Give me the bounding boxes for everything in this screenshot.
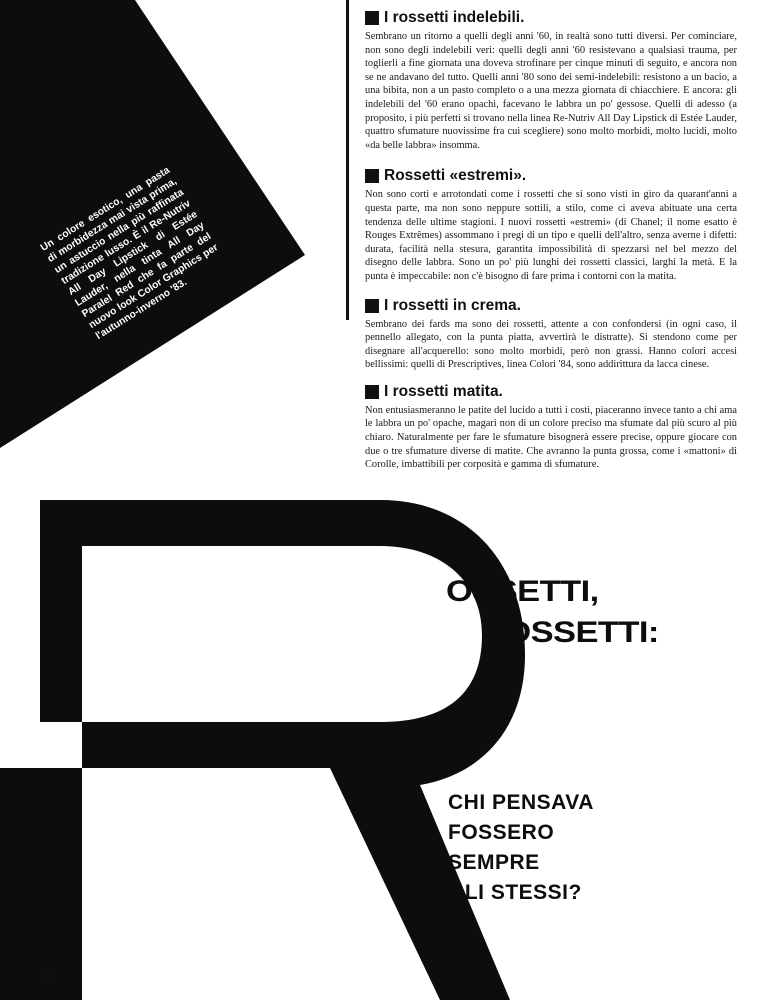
question-line: CHI PENSAVA <box>448 791 594 814</box>
question-line: SEMPRE <box>448 851 540 874</box>
headline-line-2: ROSSETTI: <box>480 616 659 649</box>
section-title: I rossetti in crema. <box>384 296 521 314</box>
section-body: Non sono corti e arrotondati come i rossetti che si sono visti in giro da quarant'anni a questa parte, ma non sono neppure sottili, a stilo, come ci aveva abituate una certa tendenza delle ultime stagioni. I nuovi rossetti «estremi» (di Chanel; il nome esatto è Rouges Extrêmes) assommano i pregi di un tipo e quelli dell'altro, senza averne i difetti: durata, facilità nella stesura, garantita impossibilità di spezzarsi nel bel mezzo del disegno delle labbra. Sono un po' più lunghi dei rossetti classici, larghi la metà. E la punta è impeccabile: non c'è bisogno di fare prima i contorni con la matita. <box>365 189 737 282</box>
section-title: I rossetti indelebili. <box>384 9 525 26</box>
section-body: Non entusiasmeranno le patite del lucido a tutti i costi, piaceranno invece tanto a chi ama le labbra un po' opache, magari non di un colore preciso ma sfumate dal più scuro al più chiaro. Naturalmente per fare le sfumature bisognerà essere precise, oppure giocare con due o tre sfumature diverse di matite. Che avranno la punta grossa, come i «mattoni» di Corolle, imbattibili per corposità e gamma di sfumature. <box>365 404 737 471</box>
headline-line-1: OSSETTI, <box>446 575 599 608</box>
subheadline-question <box>448 788 594 908</box>
question-line: FOSSERO <box>448 821 555 844</box>
question-line: GLI STESSI? <box>448 881 582 904</box>
photo-caption: Un colore esotico, una pasta di morbidezza mai vista prima, un astuccio nella più raffinata tradizione lusso. È il Re-Nutriv All Day Lipstick di Estée Lauder, nella tinta All Day Paralel Red che fa parte del nuovo look Color Graphics per l'autunno-inverno '83. <box>38 164 221 343</box>
section-body: Sembrano un ritorno a quelli degli anni '60, in realtà sono tutti diversi. Per cominciare, non sono degli indelebili veri: quelli degli anni '60 resistevano a qualsiasi trauma, per toglierli a fine giornata una doveva strofinare per cinque minuti di seguito, e ancora non se ne andavano del tutto. Quelli anni '80 sono dei semi-indelebili: resistono a un bacio, a una bibita, non a un pasto completo o a una mezza giornata di chiacchiere. E ancora: gli indelebili del '60 erano opachi, facevano le labbra un po' gessose. Quelli di adesso (a proposito, i più perfetti si trovano nella linea Re-Nutriv All Day Lipstick di Estée Lauder, quattro sfumature nuovissime fra cui scegliere) sono molto morbidi, molto lucidi, molto «da belle labbra» insomma. <box>365 31 737 151</box>
section-title: I rossetti matita. <box>384 382 503 400</box>
section-title: Rossetti «estremi». <box>384 167 527 185</box>
page-number: 572 <box>40 971 57 983</box>
section-body: Sembrano dei fards ma sono dei rossetti, attente a con confondersi (in ogni caso, il pennello allegato, con la punta piatta, avvertirà le distratte). Si stendono come per disegnare all'acquerello: sono molto morbidi, però non grassi. Hanno colori accesi bellissimi: quelli di Prescriptives, linea Colori '84, sono addirittura da lacca cinese. <box>365 318 737 371</box>
